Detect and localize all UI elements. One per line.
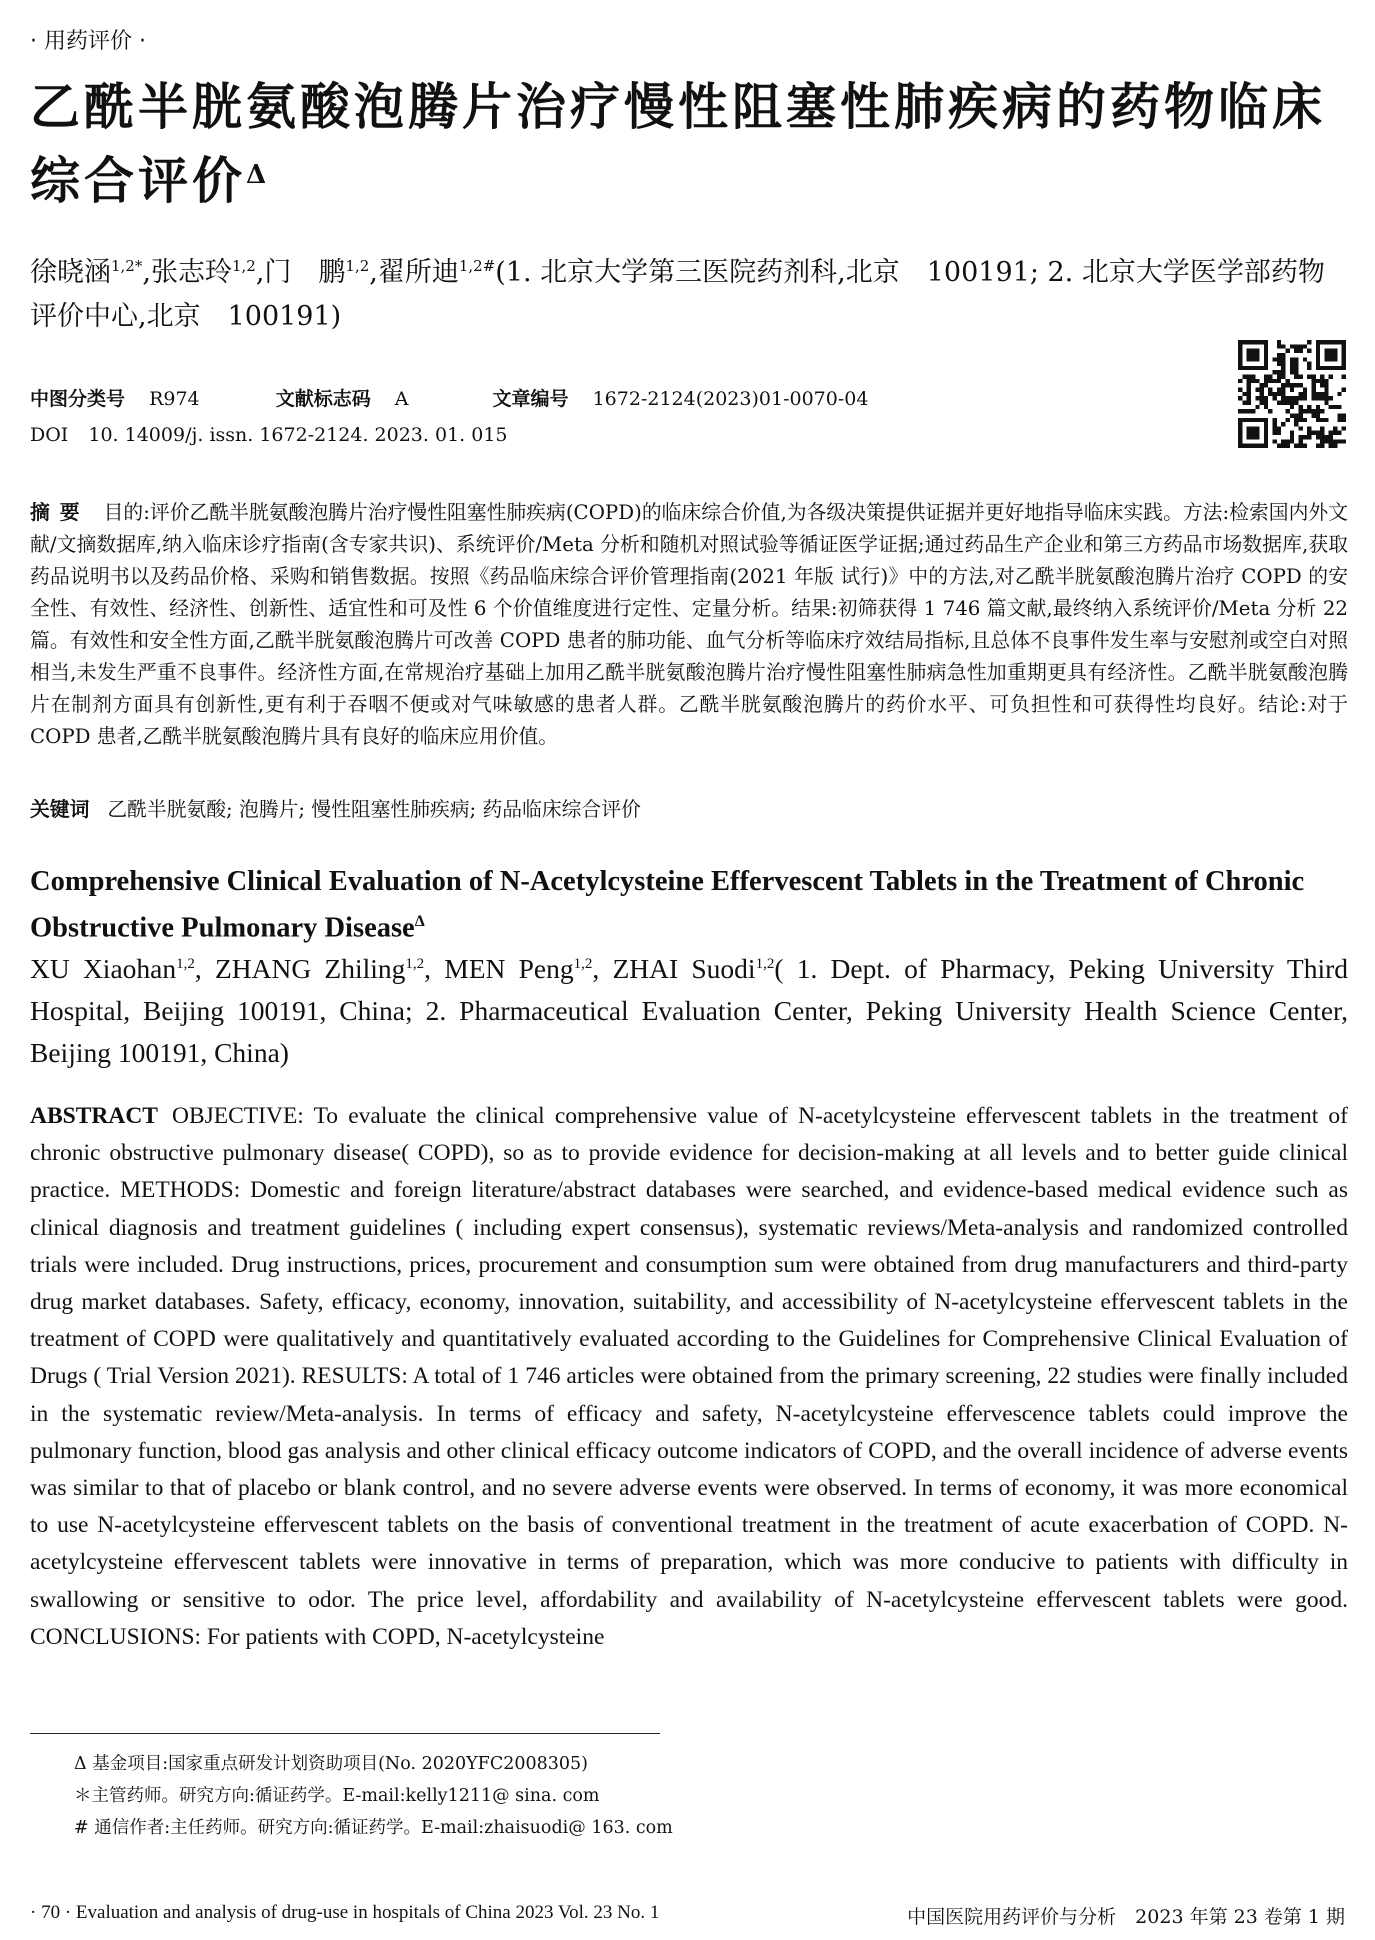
en-author: XU Xiaohan xyxy=(30,953,177,985)
cn-author-aff: 1,2 xyxy=(345,257,370,275)
en-author-aff: 1,2 xyxy=(573,956,593,972)
cn-author: 徐晓涵 xyxy=(30,257,111,288)
en-author-aff: 1,2 xyxy=(755,956,775,972)
en-abstract-label: ABSTRACT xyxy=(30,1103,158,1129)
cn-author: 张志玲 xyxy=(150,257,232,288)
cn-author: 门 鹏 xyxy=(264,257,346,288)
footnote-divider xyxy=(30,1733,660,1734)
doc-code-label: 文献标志码 xyxy=(275,388,371,410)
cn-author-aff: 1,2# xyxy=(458,257,496,275)
cn-title-text: 乙酰半胱氨酸泡腾片治疗慢性阻塞性肺疾病的药物临床综合评价 xyxy=(30,77,1326,210)
footer-journal-en: · 70 · Evaluation and analysis of drug-use in hospitals of China 2023 Vol. 23 No. 1 xyxy=(30,1902,660,1923)
clc-value: R974 xyxy=(149,388,200,410)
doi-value: 10. 14009/j. issn. 1672-2124. 2023. 01. 015 xyxy=(88,424,508,446)
en-author: ZHANG Zhiling xyxy=(214,953,406,985)
cn-author-aff: 1,2 xyxy=(231,257,256,275)
doi-line xyxy=(30,424,508,446)
footer-journal-cn: 中国医院用药评价与分析 2023 年第 23 卷第 1 期 xyxy=(907,1906,1345,1928)
footnote-first-author: ＊主管药师。研究方向:循证药学。E-mail:kelly1211@ sina. com xyxy=(74,1786,600,1806)
article-id-label: 文章编号 xyxy=(492,388,569,410)
en-affiliation: ( 1. Dept. of Pharmacy, Peking University Third Hospital, Beijing 100191, China; 2. Pharmaceutical Evaluation Center, Peking University Health Science Center, Beijing 100191, China) xyxy=(30,953,1349,1069)
doi-label: DOI xyxy=(30,424,69,446)
cn-abstract-text: 目的:评价乙酰半胱氨酸泡腾片治疗慢性阻塞性肺疾病(COPD)的临床综合价值,为各级决策提供证据并更好地指导临床实践。方法:检索国内外文献/文摘数据库,纳入临床诊疗指南(含专家共识)、系统评价/Meta 分析和随机对照试验等循证医学证据;通过药品生产企业和第三方药品市场数据库,获取药品说明书以及药品价格、采购和销售数据。按照《药品临床综合评价管理指南(2021 年版 试行)》中的方法,对乙酰半胱氨酸泡腾片治疗 COPD 的安全性、有效性、经济性、创新性、适宜性和可及性 6 个价值维度进行定性、定量分析。结果:初筛获得 1 746 篇文献,最终纳入系统评价/Meta 分析 22 篇。有效性和安全性方面,乙酰半胱氨酸泡腾片可改善 COPD 患者的肺功能、血气分析等临床疗效结局指标,且总体不良事件发生率与安慰剂或空白对照相当,未发生严重不良事件。经济性方面,在常规治疗基础上加用乙酰半胱氨酸泡腾片治疗慢性阻塞性肺病急性加重期更具有经济性。乙酰半胱氨酸泡腾片在制剂方面具有创新性,更有利于吞咽不便或对气味敏感的患者人群。乙酰半胱氨酸泡腾片的药价水平、可负担性和可获得性均良好。结论:对于 COPD 患者,乙酰半胱氨酸泡腾片具有良好的临床应用价值。 xyxy=(30,501,1348,748)
en-title-text: Comprehensive Clinical Evaluation of N-Acetylcysteine Effervescent Tablets in the Treatment of Chronic Obstructive Pulmonary Disease xyxy=(30,866,1305,944)
footnotes xyxy=(74,1748,1274,1844)
en-title-mark: Δ xyxy=(414,913,425,930)
en-author-aff: 1,2 xyxy=(176,956,195,972)
en-authors: XU Xiaohan$^{1,2}$, ZHANG Zhiling$^{1,2}$, MEN Peng$^{1,2}$, ZHAI Suodi$^{1,2}$( 1. Dept. of Pharmacy, Peking University Third Hospital, Beijing 100191, China; 2. Pharmaceutical Evaluation Center, Peking University Health Science Center, Beijing 100191, China) xyxy=(30,953,1349,1069)
cn-affiliation: (1. 北京大学第三医院药剂科,北京 100191; 2. 北京大学医学部药物评价中心,北京 100191) xyxy=(30,257,1325,332)
cn-authors: 徐晓涵$^{1,2*}$,张志玲$^{1,2}$,门 鹏$^{1,2}$,翟所迪$^{1,2\#}$(1. 北京大学第三医院药剂科,北京 100191; 2. 北京大学医学部药物评价中心,北京 100191) xyxy=(30,257,1325,332)
en-author: ZHAI Suodi xyxy=(612,953,756,985)
en-title xyxy=(30,862,1350,949)
cn-title xyxy=(30,70,1350,218)
cn-keywords xyxy=(30,793,1348,822)
en-author: MEN Peng xyxy=(444,953,574,985)
en-author-aff: 1,2 xyxy=(405,956,425,972)
cn-keywords-text: 乙酰半胱氨酸; 泡腾片; 慢性阻塞性肺疾病; 药品临床综合评价 xyxy=(107,798,641,821)
clc-label: 中图分类号 xyxy=(30,388,126,410)
footnote-fund: Δ 基金项目:国家重点研发计划资助项目(No. 2020YFC2008305) xyxy=(74,1754,588,1774)
article-meta xyxy=(30,384,868,411)
cn-author: 翟所迪 xyxy=(377,257,459,288)
cn-title-mark: Δ xyxy=(246,160,271,190)
cn-author-aff: 1,2* xyxy=(111,257,143,275)
doc-code-value: A xyxy=(394,388,409,410)
qr-code xyxy=(1238,340,1346,448)
en-abstract-text: OBJECTIVE: To evaluate the clinical comprehensive value of N-acetylcysteine effervescent tablets in the treatment of chronic obstructive pulmonary disease( COPD), so as to provide evidence for decision-making at all levels and to better guide clinical practice. METHODS: Domestic and foreign literature/abstract databases were searched, and evidence-based medical evidence such as clinical diagnosis and treatment guidelines ( including expert consensus), systematic reviews/Meta-analysis and randomized controlled trials were included. Drug instructions, prices, procurement and consumption sum were obtained from drug manufacturers and third-party drug market databases. Safety, efficacy, economy, innovation, suitability, and accessibility of N-acetylcysteine effervescent tablets in the treatment of COPD were qualitatively and quantitatively evaluated according to the Guidelines for Comprehensive Clinical Evaluation of Drugs ( Trial Version 2021). RESULTS: A total of 1 746 articles were obtained from the primary screening, 22 studies were finally included in the systematic review/Meta-analysis. In terms of efficacy and safety, N-acetylcysteine effervescence tablets could improve the pulmonary function, blood gas analysis and other clinical efficacy outcome indicators of COPD, and the overall incidence of adverse events was similar to that of placebo or blank control, and no severe adverse events were observed. In terms of economy, it was more economical to use N-acetylcysteine effervescent tablets on the basis of conventional treatment in the treatment of acute exacerbation of COPD. N-acetylcysteine effervescent tablets were innovative in terms of preparation, which was more conducive to patients with difficulty in swallowing or sensitive to odor. The price level, affordability and availability of N-acetylcysteine effervescent tablets were good. CONCLUSIONS: For patients with COPD, N-acetylcysteine xyxy=(30,1103,1348,1650)
article-id-value: 1672-2124(2023)01-0070-04 xyxy=(592,388,869,410)
column-tag: · 用药评价 · xyxy=(30,29,146,54)
cn-keywords-label: 关键词 xyxy=(30,798,90,821)
cn-abstract xyxy=(30,497,1348,753)
cn-abstract-label: 摘要 xyxy=(30,501,90,524)
footnote-corresponding: # 通信作者:主任药师。研究方向:循证药学。E-mail:zhaisuodi@ 163. com xyxy=(74,1818,673,1838)
en-abstract xyxy=(30,1098,1348,1656)
